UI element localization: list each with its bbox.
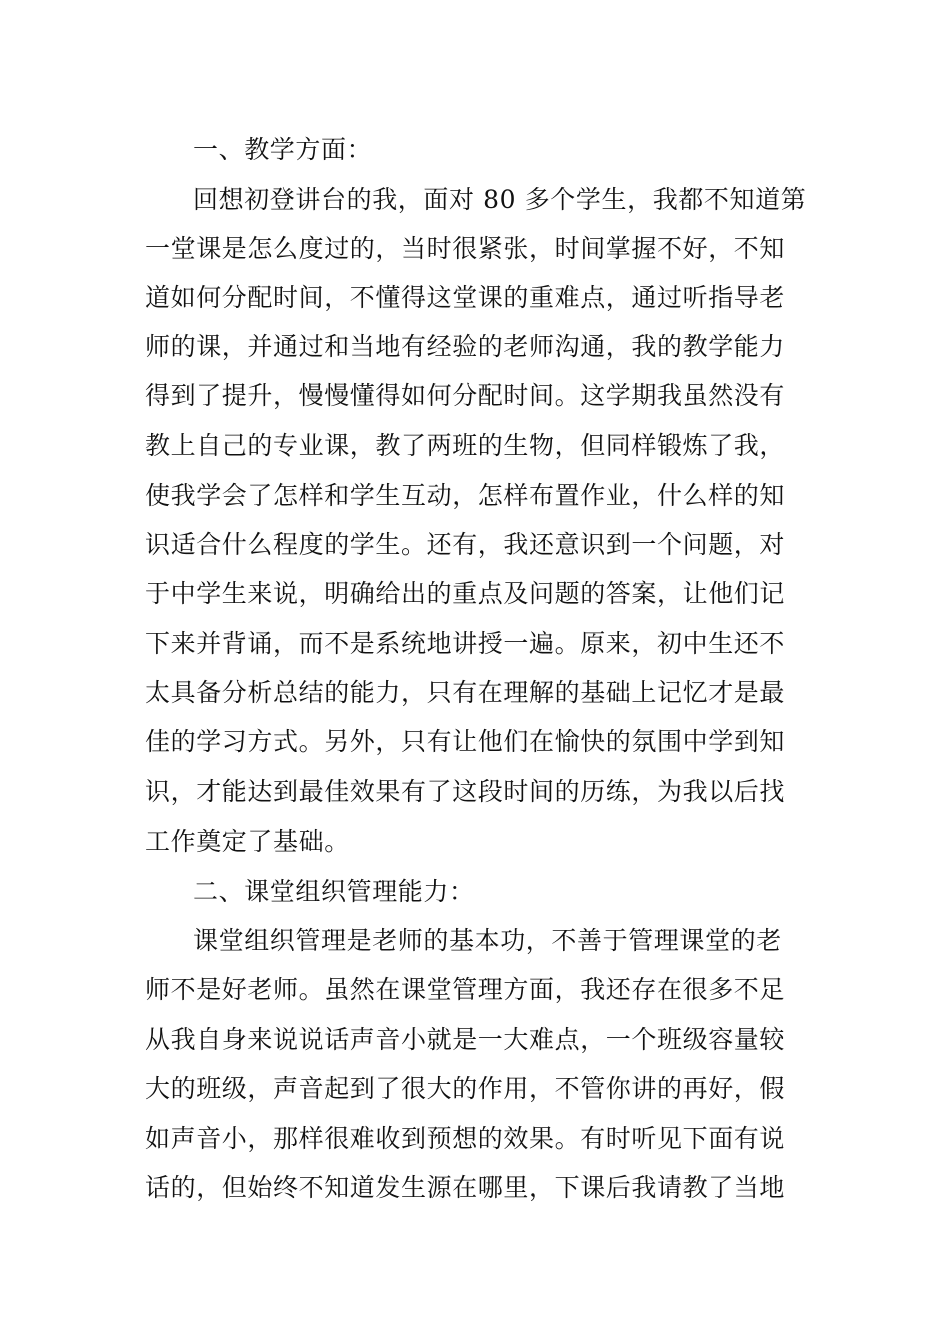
paragraph-line: 于中学生来说，明确给出的重点及问题的答案，让他们记 [145,579,786,608]
paragraph-line: 从我自身来说说话声音小就是一大难点，一个班级容量较 [145,1025,786,1054]
paragraph-line: 识适合什么程度的学生。还有，我还意识到一个问题，对 [145,530,786,559]
paragraph-line: 工作奠定了基础。 [145,827,350,856]
paragraph-line: 佳的学习方式。另外，只有让他们在愉快的氛围中学到知 [145,727,786,756]
paragraph-line: 师不是好老师。虽然在课堂管理方面，我还存在很多不足 [145,975,786,1004]
paragraph-line: 识，才能达到最佳效果有了这段时间的历练，为我以后找 [145,777,786,806]
paragraph-line: 话的，但始终不知道发生源在哪里，下课后我请教了当地 [145,1173,786,1202]
paragraph-line: 一堂课是怎么度过的，当时很紧张，时间掌握不好，不知 [145,234,786,263]
paragraph-line: 下来并背诵，而不是系统地讲授一遍。原来，初中生还不 [145,629,786,658]
paragraph-line: 教上自己的专业课，教了两班的生物，但同样锻炼了我， [145,431,786,460]
section-heading-teaching: 一、教学方面： [193,135,373,164]
paragraph-line: 得到了提升，慢慢懂得如何分配时间。这学期我虽然没有 [145,381,786,410]
paragraph-line: 太具备分析总结的能力，只有在理解的基础上记忆才是最 [145,678,786,707]
paragraph-line: 使我学会了怎样和学生互动，怎样布置作业，什么样的知 [145,481,786,510]
paragraph-line: 师的课，并通过和当地有经验的老师沟通，我的教学能力 [145,332,786,361]
paragraph-line: 道如何分配时间，不懂得这堂课的重难点，通过听指导老 [145,283,786,312]
section-heading-classroom-management: 二、课堂组织管理能力： [193,877,475,906]
paragraph-line: 大的班级，声音起到了很大的作用，不管你讲的再好，假 [145,1074,786,1103]
paragraph-line: 如声音小，那样很难收到预想的效果。有时听见下面有说 [145,1124,786,1153]
paragraph-line: 课堂组织管理是老师的基本功，不善于管理课堂的老 [193,926,782,955]
paragraph-line: 回想初登讲台的我，面对 80 多个学生，我都不知道第 [193,185,807,214]
